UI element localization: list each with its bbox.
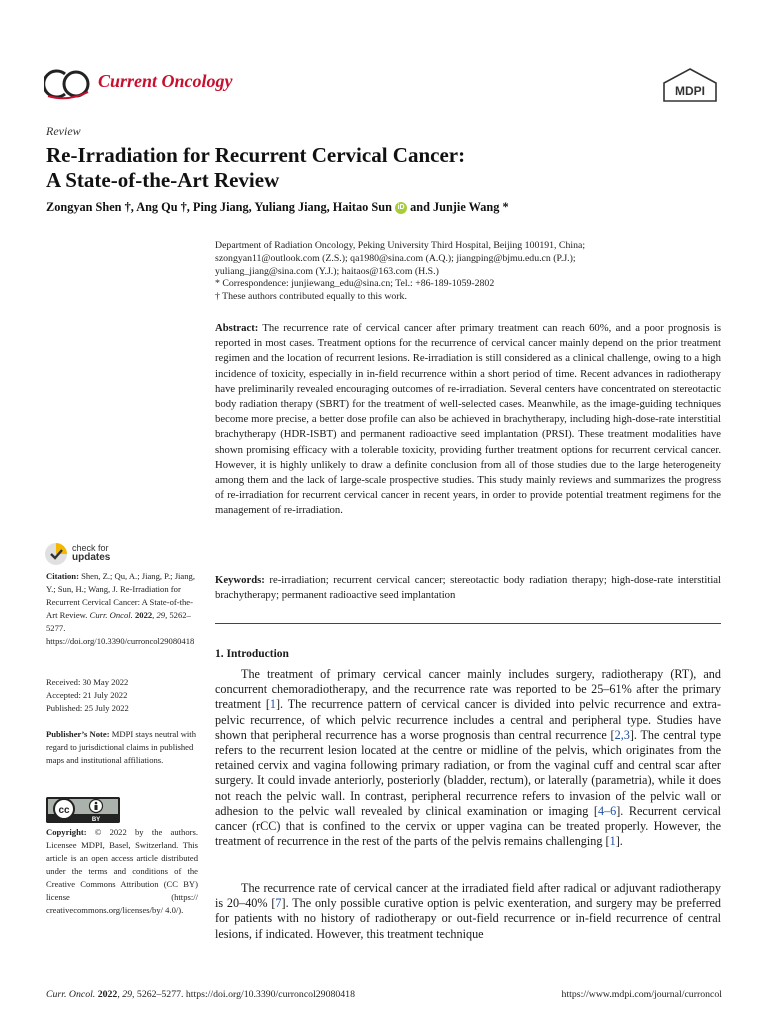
updates-line-2: updates — [72, 552, 111, 563]
mdpi-logo-text: MDPI — [675, 84, 705, 98]
footer-journal: Curr. Oncol. — [46, 989, 96, 1000]
correspondence-line: * Correspondence: junjiewang_edu@sina.cn; Tel.: +86-189-1059-2802 — [215, 278, 495, 290]
text-run: ]. Recurrent cervical cancer (rCC) that is confined to the cervix or upper vagina can be treated properly. However, the treatment of recurrence in the rest of the parts of the pelvis remains challenging [ — [215, 803, 722, 849]
citation-label: Citation: — [46, 571, 79, 581]
check-for-updates-icon — [44, 542, 68, 566]
check-for-updates-badge[interactable] — [44, 540, 154, 568]
intro-paragraph-2 — [215, 881, 721, 942]
affiliation-line: Department of Radiation Oncology, Peking University Third Hospital, Beijing 100191, China; — [215, 240, 586, 251]
citation-text: Shen, Z.; Qu, A.; Jiang, P.; Jiang, Y.; Sun, H.; Wang, J. Re-Irradiation for Recurrent Cervical Cancer: A State-of-the-Art Review. — [46, 571, 195, 620]
citation-link[interactable]: 4–6 — [597, 803, 617, 818]
keywords-text: re-irradiation; recurrent cervical cancer; stereotactic body radiation therapy; high-dose-rate interstitial brachytherapy; permanent radioactive seed implantation — [215, 574, 721, 602]
affiliation-line: szongyan11@outlook.com (Z.S.); qa1980@sina.com (A.Q.); jiangping@bjmu.edu.cn (P.J.); — [215, 252, 576, 264]
text-run: ]. The only possible curative option is pelvic exenteration, and surgery may be preferred for patients with no history of radiotherapy or out-field recurrence or in-field recurrence of central lesions, if indicated. However, this treatment technique — [215, 896, 722, 941]
affiliations — [215, 240, 725, 304]
text-run: The treatment of primary cervical cancer mainly includes surgery, radiotherapy (RT), and concurrent chemoradiotherapy, and the recurrence rate was reported to be 25–61% after the primary treatment [ — [215, 667, 721, 712]
publication-dates — [46, 676, 196, 715]
title-line-1: Re-Irradiation for Recurrent Cervical Cancer: — [46, 143, 466, 167]
article-title — [46, 143, 686, 193]
intro-paragraph-1 — [215, 667, 721, 849]
equal-contribution-note: † These authors contributed equally to this work. — [215, 291, 407, 303]
published-date: Published: 25 July 2022 — [46, 703, 129, 713]
author-list — [46, 200, 726, 215]
cc-by-license-icon[interactable] — [46, 797, 120, 823]
citation-year: 2022 — [134, 610, 153, 620]
cc-text: cc — [58, 805, 70, 816]
citation-journal: Curr. Oncol. — [89, 610, 133, 620]
publisher-note — [46, 728, 198, 767]
abstract — [215, 321, 721, 519]
section-heading: 1. Introduction — [215, 648, 289, 660]
citation-link[interactable]: 7 — [275, 896, 282, 911]
journal-name: Current Oncology — [98, 71, 233, 91]
publisher-note-label: Publisher’s Note: — [46, 729, 110, 739]
citation-pages[interactable]: , 5262–5277. https://doi.org/10.3390/curroncol29080418 — [46, 610, 195, 646]
text-run: ]. The recurrence pattern of cervical cancer is divided into pelvic recurrence and extra-pelvic recurrence, of which pelvic recurrence includes a central and peripheral type. Studies have shown that peripheral recurrence has a worse prognosis than central recurrence [ — [215, 697, 722, 742]
authors-text: Zongyan Shen †, Ang Qu †, Ping Jiang, Yuliang Jiang, Haitao Sun — [46, 200, 392, 214]
title-line-2: A State-of-the-Art Review — [46, 168, 280, 192]
abstract-text: The recurrence rate of cervical cancer after primary treatment can reach 60%, and a poor prognosis is reported in most cases. Treatment options for the recurrence of cervical cancer mainly depend on the prior treatment regimen and the location of recurrent lesions. Re-irradiation is still considered as a clinical challenge, owing to a high incidence of toxicity, especially in in-field recurrence within a short period of time. Recent advances in radiotherapy have preliminarily revealed encouraging outcomes of re-irradiation. Several centers have concentrated on stereotactic body radiation therapy (SBRT) for the treatment of well-selected cases. Meanwhile, as the image-guiding techniques become more precise, a better dose profile can also be achieved in brachytherapy, including high-dose-rate interstitial brachytherapy (HDR-ISBT) and permanent radioactive seed implantation (PRSI). These treatment modalities have shown promising efficacy with a tolerable toxicity, providing further treatment options for recurrent cervical cancer. However, it is highly unlikely to draw a definite conclusion from all of those studies due to the large heterogeneity among them and the lack of large-scale prospective studies. This study mainly reviews and summarizes the progress of re-irradiation for recurrent cervical cancer in recent years, in order to provide potential treatment regimens for the management of re-irradiation. — [215, 322, 721, 517]
citation-link[interactable]: 2,3 — [614, 727, 630, 742]
mdpi-logo — [662, 68, 718, 102]
copyright-label: Copyright: — [46, 827, 87, 837]
footer-pages-doi[interactable]: , 5262–5277. https://doi.org/10.3390/curroncol29080418 — [132, 989, 355, 1000]
footer-volume: 29 — [122, 989, 133, 1000]
copyright-text: © 2022 by the authors. Licensee MDPI, Basel, Switzerland. This article is an open access article distributed under the terms and conditions of the Creative Commons Attribution (CC BY) license (https:// creativecommons.org/licenses/by/ 4.0/). — [46, 827, 198, 915]
orcid-icon[interactable]: iD — [395, 202, 407, 214]
text-run: ]. The central type refers to the recurrent lesion located at the centre or midline of the pelvis, which originates from the retained cervix and vagina following primary radiation, or from the vaginal cuff and central scar after surgery. It could invade anteriorly, posteriorly (bladder, rectum), or laterally (parametria), while it does not reach the pelvic wall. In contrast, peripheral recurrence refers to invasion of the pelvic wall or adhesion to the pelvic wall revealed by clinical examination or imaging [ — [215, 727, 721, 818]
authors-text-end: and Junjie Wang * — [410, 200, 509, 214]
citation-link[interactable]: 1 — [609, 834, 616, 849]
article-type: Review — [46, 124, 81, 138]
footer-journal-url[interactable]: https://www.mdpi.com/journal/curroncol — [561, 989, 722, 1000]
keywords-label: Keywords: — [215, 574, 265, 586]
section-divider — [215, 623, 721, 624]
journal-logo — [44, 66, 92, 102]
accepted-date: Accepted: 21 July 2022 — [46, 690, 128, 700]
check-for-updates-text — [72, 543, 110, 563]
citation-block: Citation: Shen, Z.; Qu, A.; Jiang, P.; Jiang, Y.; Sun, H.; Wang, J. Re-Irradiation for Recurrent Cervical Cancer: A State-of-the-Art Review. Curr. Oncol. 2022, 29, 5262–5277. https://doi.org/10.3390/curroncol29080418 — [46, 571, 195, 646]
abstract-label: Abstract: — [215, 322, 259, 334]
copyright-notice — [46, 826, 198, 917]
footer-citation: Curr. Oncol. 2022, 29, 5262–5277. https://doi.org/10.3390/curroncol29080418 — [46, 989, 355, 1000]
affiliation-line: yuliang_jiang@sina.com (Y.J.); haitaos@163.com (H.S.) — [215, 265, 439, 277]
footer-year: 2022 — [97, 989, 118, 1000]
received-date: Received: 30 May 2022 — [46, 677, 129, 687]
citation-link[interactable]: 1 — [269, 697, 276, 712]
publisher-note-text: MDPI stays neutral with regard to jurisdictional claims in published maps and institutional affiliations. — [46, 729, 196, 765]
by-text: BY — [91, 817, 101, 823]
keywords — [215, 573, 721, 603]
text-run: ]. — [615, 834, 623, 849]
updates-line-1: check for — [72, 543, 109, 553]
citation-volume: 29 — [156, 610, 166, 620]
text-run: The recurrence rate of cervical cancer at the irradiated field after radical or adjuvant radiotherapy is 20–40% [ — [215, 881, 721, 911]
